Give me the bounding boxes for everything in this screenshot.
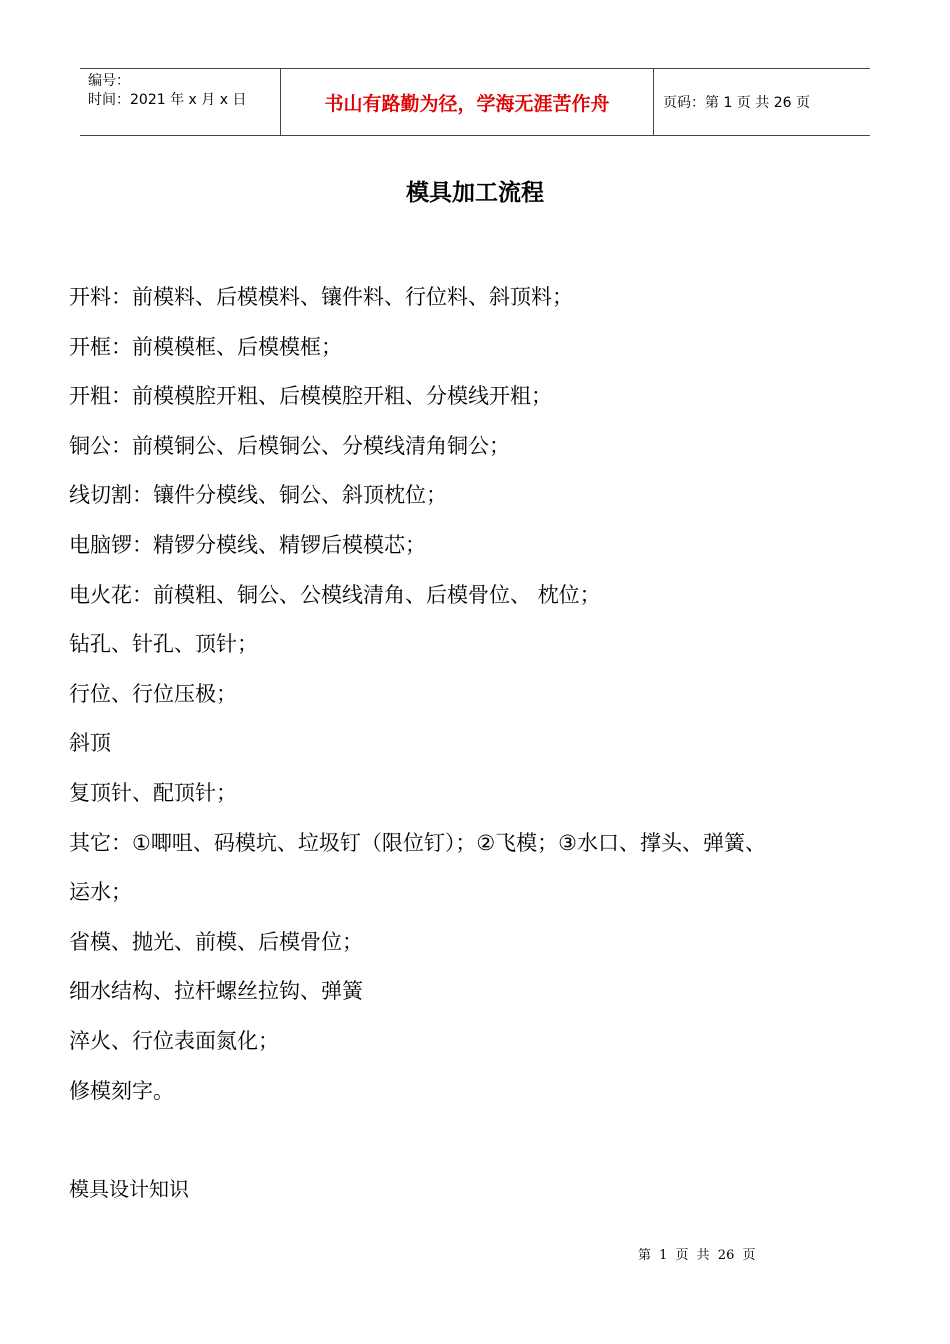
- body-line: 电火花：前模粗、铜公、公模线清角、后模骨位、 枕位；: [69, 582, 601, 607]
- body-line: 开料：前模料、后模模料、镶件料、行位料、斜顶料；: [69, 285, 573, 309]
- body-line: 线切割：镶件分模线、铜公、斜顶枕位；: [69, 483, 447, 508]
- document-title: 模具加工流程: [406, 179, 544, 206]
- body-line: 淬火、行位表面氮化；: [69, 1028, 279, 1053]
- body-line: 钻孔、针孔、顶针；: [69, 632, 258, 657]
- section-title: 模具设计知识: [69, 1177, 189, 1201]
- body-line: 斜顶: [69, 731, 111, 756]
- page-footer: 第 1 页 共 26 页: [638, 1248, 756, 1263]
- page-header: [80, 68, 870, 136]
- code-label: 编号：: [88, 73, 130, 89]
- body-line: 细水结构、拉杆螺丝拉钩、弹簧: [69, 979, 363, 1004]
- body-line: 修模刻字。: [69, 1078, 174, 1103]
- body-text: [69, 273, 879, 1116]
- date-text: 时间：2021 年 x 月 x 日: [88, 92, 247, 108]
- header-page-cell: [654, 69, 870, 135]
- body-line: 铜公：前模铜公、后模铜公、分模线清角铜公；: [69, 433, 510, 458]
- body-line: 运水；: [69, 880, 132, 905]
- body-line: 复顶针、配顶针；: [69, 780, 237, 805]
- body-line: 电脑锣：精锣分模线、精锣后模模芯；: [69, 532, 426, 557]
- header-motto-cell: [281, 69, 654, 135]
- body-line: 开框：前模模框、后模模框；: [69, 334, 342, 359]
- body-line: 开粗：前模模腔开粗、后模模腔开粗、分模线开粗；: [69, 384, 552, 409]
- header-page-number: 页码：第 1 页 共 26 页: [663, 95, 810, 111]
- body-line: 其它：①唧咀、码模坑、垃圾钉（限位钉）；②飞模；③水口、撑头、弹簧、: [69, 830, 766, 855]
- motto-text: 书山有路勤为径，学海无涯苦作舟: [324, 92, 610, 115]
- body-line: 省模、抛光、前模、后模骨位；: [69, 929, 363, 954]
- header-meta-cell: [80, 69, 281, 135]
- body-line: 行位、行位压极；: [69, 681, 237, 706]
